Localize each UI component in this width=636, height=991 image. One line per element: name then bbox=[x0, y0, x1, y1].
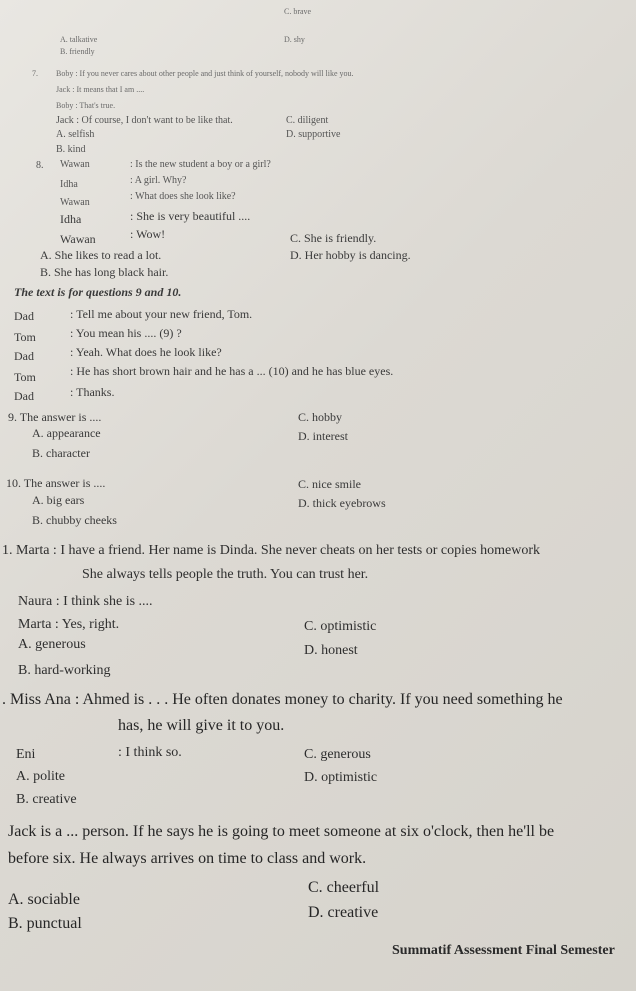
option-b: B. punctual bbox=[8, 915, 82, 932]
option-c: C. hobby bbox=[298, 410, 343, 424]
option-b: B. chubby cheeks bbox=[32, 513, 117, 527]
option-c: C. She is friendly. bbox=[290, 231, 377, 245]
option-b: B. kind bbox=[56, 144, 86, 155]
dialogue-line: Marta : Yes, right. bbox=[18, 617, 120, 632]
speaker: Tom bbox=[14, 330, 36, 344]
speaker: Eni bbox=[16, 747, 36, 762]
option-c: C. brave bbox=[284, 7, 312, 16]
speaker: Idha bbox=[60, 212, 82, 226]
option-b: B. She has long black hair. bbox=[40, 265, 169, 279]
question-stem: 9. The answer is .... bbox=[8, 410, 102, 424]
option-a: A. appearance bbox=[32, 426, 101, 440]
dialogue-line: : Wow! bbox=[130, 227, 166, 241]
option-c: C. nice smile bbox=[298, 477, 361, 491]
dialogue-line: : You mean his .... (9) ? bbox=[70, 326, 182, 340]
dialogue-line: Boby : That's true. bbox=[56, 101, 116, 110]
speaker: Dad bbox=[14, 349, 34, 363]
option-d: D. thick eyebrows bbox=[298, 496, 386, 510]
option-b: B. hard-working bbox=[18, 663, 111, 678]
dialogue-line: Boby : If you never cares about other people and just think of yourself, nobody will like you. bbox=[56, 69, 354, 78]
option-b: B. creative bbox=[16, 792, 77, 807]
option-c: C. diligent bbox=[286, 115, 329, 126]
passage-heading: The text is for questions 9 and 10. bbox=[14, 285, 182, 299]
dialogue-line: 1. Marta : I have a friend. Her name is Dinda. She never cheats on her tests or copies homework bbox=[2, 543, 541, 558]
question-stem: before six. He always arrives on time to class and work. bbox=[8, 850, 367, 867]
footer-title: Summatif Assessment Final Semester bbox=[392, 943, 615, 958]
question-stem: 10. The answer is .... bbox=[6, 476, 106, 490]
option-d: D. optimistic bbox=[304, 770, 378, 785]
speaker: Tom bbox=[14, 370, 36, 384]
dialogue-line: : She is very beautiful .... bbox=[130, 209, 251, 223]
dialogue-line: : I think so. bbox=[118, 745, 182, 760]
speaker: Wawan bbox=[60, 159, 90, 170]
dialogue-line: . Miss Ana : Ahmed is . . . He often donates money to charity. If you need something he bbox=[2, 691, 563, 708]
option-d: D. honest bbox=[304, 643, 358, 658]
option-a: A. talkative bbox=[60, 35, 98, 44]
speaker: Wawan bbox=[60, 197, 90, 208]
option-a: A. selfish bbox=[56, 129, 95, 140]
option-a: A. generous bbox=[18, 637, 86, 652]
option-c: C. generous bbox=[304, 747, 371, 762]
question-number: 7. bbox=[32, 69, 38, 78]
option-a: A. polite bbox=[16, 769, 65, 784]
dialogue-line: : A girl. Why? bbox=[130, 175, 187, 186]
dialogue-line: : Tell me about your new friend, Tom. bbox=[70, 307, 253, 321]
dialogue-line: has, he will give it to you. bbox=[118, 717, 285, 734]
option-a: A. sociable bbox=[8, 891, 80, 908]
option-b: B. character bbox=[32, 446, 90, 460]
dialogue-line: : Thanks. bbox=[70, 385, 115, 399]
option-d: D. Her hobby is dancing. bbox=[290, 248, 411, 262]
speaker: Wawan bbox=[60, 232, 96, 246]
speaker: Dad bbox=[14, 309, 34, 323]
option-b: B. friendly bbox=[60, 47, 95, 56]
option-a: A. big ears bbox=[32, 493, 85, 507]
speaker: Idha bbox=[60, 179, 78, 190]
dialogue-line: : Yeah. What does he look like? bbox=[70, 345, 222, 359]
dialogue-line: Naura : I think she is .... bbox=[18, 594, 153, 609]
option-d: D. shy bbox=[284, 35, 305, 44]
dialogue-line: : What does she look like? bbox=[130, 191, 236, 202]
dialogue-line: : He has short brown hair and he has a ... (10) and he has blue eyes. bbox=[70, 364, 394, 378]
dialogue-line: Jack : Of course, I don't want to be like that. bbox=[56, 115, 233, 126]
option-d: D. creative bbox=[308, 904, 379, 921]
dialogue-line: She always tells people the truth. You can trust her. bbox=[82, 567, 369, 582]
option-d: D. supportive bbox=[286, 129, 341, 140]
dialogue-line: Jack : It means that I am .... bbox=[56, 85, 145, 94]
option-a: A. She likes to read a lot. bbox=[40, 248, 162, 262]
question-stem: Jack is a ... person. If he says he is going to meet someone at six o'clock, then he'll be bbox=[8, 823, 555, 840]
option-c: C. optimistic bbox=[304, 619, 377, 634]
option-d: D. interest bbox=[298, 429, 348, 443]
option-c: C. cheerful bbox=[308, 879, 380, 896]
dialogue-line: : Is the new student a boy or a girl? bbox=[130, 159, 271, 170]
question-number: 8. bbox=[36, 160, 44, 171]
speaker: Dad bbox=[14, 389, 34, 403]
